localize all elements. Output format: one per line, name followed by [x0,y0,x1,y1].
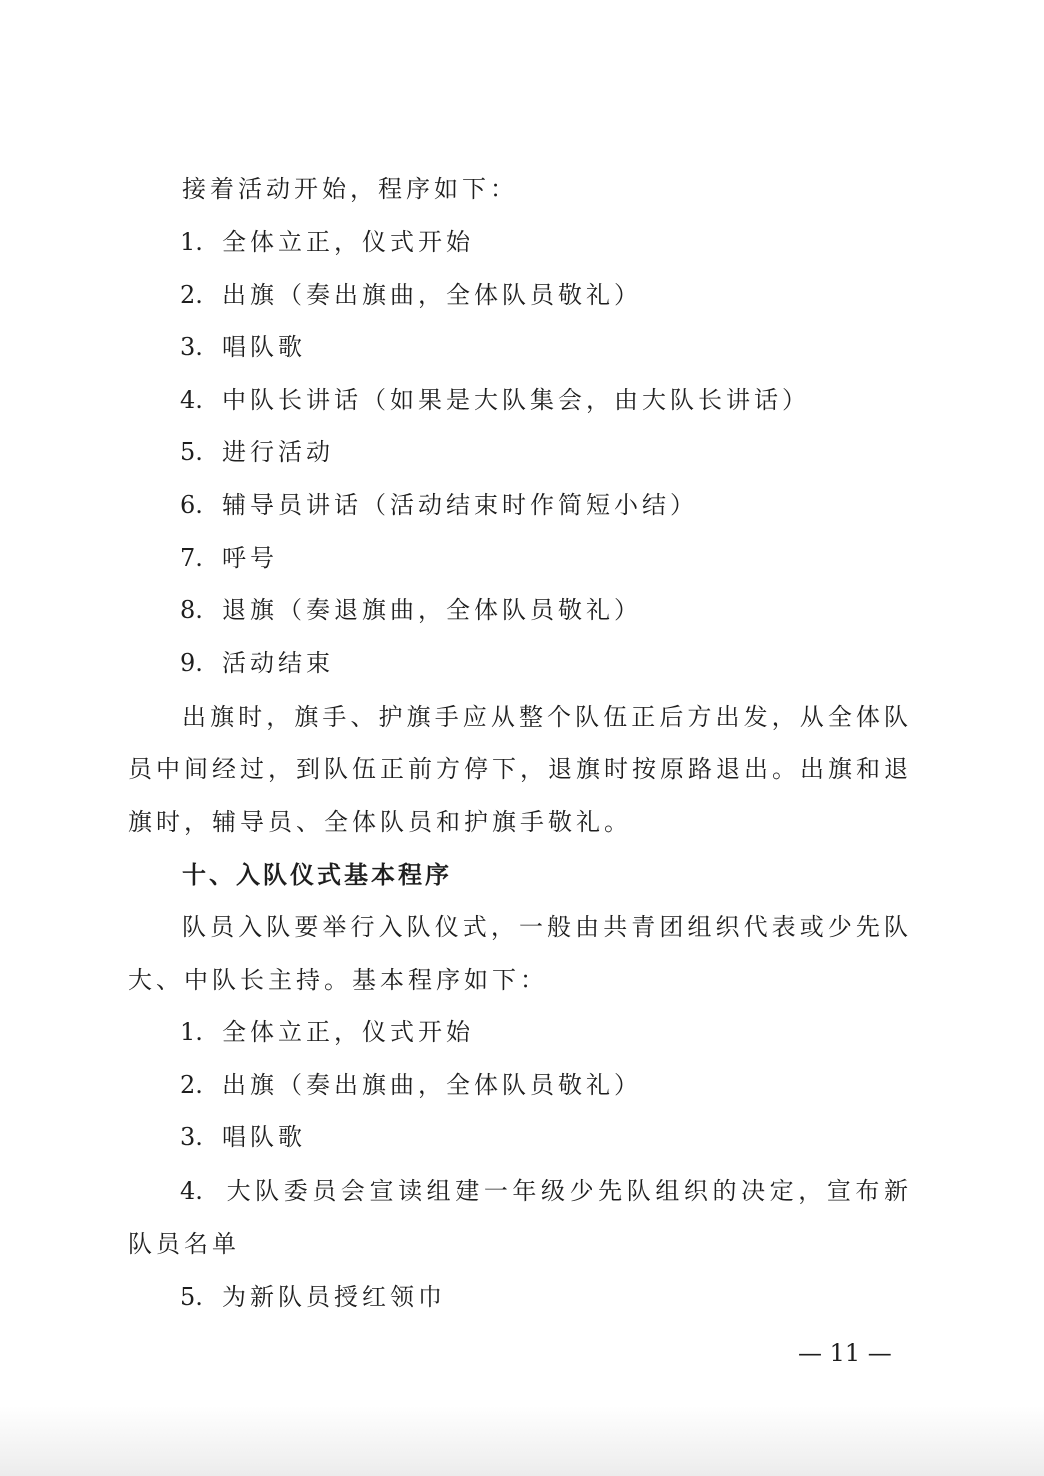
list-item-number: 3. [180,333,203,362]
paragraph-line: 旗时，辅导员、全体队员和护旗手敬礼。 [128,808,632,836]
list-item [180,1280,446,1314]
intro-text: 接着活动开始，程序如下： [182,175,518,203]
list-item-text: 进行活动 [222,438,334,467]
list-item [180,593,810,646]
list-item-text: 出旗（奏出旗曲，全体队员敬礼） [222,280,642,309]
activity-steps-list [180,225,810,698]
list-item [180,1174,908,1208]
list-item-text: 出旗（奏出旗曲，全体队员敬礼） [222,1070,642,1099]
paragraph-line: 员中间经过，到队伍正前方停下，退旗时按原路退出。出旗和退 [128,755,908,783]
list-item-number: 6. [180,490,203,519]
list-item [180,383,810,436]
paragraph-line: 队员入队要举行入队仪式，一般由共青团组织代表或少先队 [182,913,908,941]
list-item-number: 1. [180,1018,203,1046]
induction-steps-list [180,1015,642,1173]
list-item-number: 5. [180,438,203,467]
list-item-text: 全体立正，仪式开始 [222,228,474,256]
list-item-number: 2. [180,1070,203,1099]
list-item [180,435,810,488]
list-item-number: 2. [180,280,203,309]
page-bottom-shadow [0,1406,1044,1476]
list-item [180,488,810,541]
list-item [180,1120,642,1173]
paragraph-line: 出旗时，旗手、护旗手应从整个队伍正后方出发，从全体队 [182,703,908,731]
list-item-number: 4. [180,385,203,414]
list-item-number: 7. [180,543,203,572]
list-item-text: 中队长讲话（如果是大队集会，由大队长讲话） [222,385,810,414]
list-item [180,541,810,594]
page-number: — 11 — [798,1339,892,1367]
list-item [180,1068,642,1121]
list-item-number: 9. [180,648,203,677]
list-item-number: 3. [180,1123,203,1152]
list-item [180,1015,642,1068]
list-item-text: 呼号 [222,543,278,572]
list-item-text: 辅导员讲话（活动结束时作简短小结） [222,490,698,519]
list-item [180,278,810,331]
list-item-text: 唱队歌 [222,1123,306,1152]
list-item-text: 为新队员授红领巾 [222,1283,446,1311]
list-item-text: 活动结束 [222,648,334,677]
list-item-number: 8. [180,596,203,625]
list-item-number: 5. [180,1283,203,1311]
list-item-text: 退旗（奏退旗曲，全体队员敬礼） [222,596,642,625]
list-item-text: 大队委员会宣读组建一年级少先队组织的决定，宣布新 [222,1177,908,1205]
list-item-text: 唱队歌 [222,333,306,362]
list-item-text: 全体立正，仪式开始 [222,1018,474,1046]
paragraph-line: 大、中队长主持。基本程序如下： [128,966,548,994]
section-heading: 十、入队仪式基本程序 [182,861,452,889]
list-item-continuation: 队员名单 [128,1230,240,1258]
list-item-number: 1. [180,228,203,256]
list-item [180,330,810,383]
list-item [180,225,810,278]
list-item [180,646,810,699]
list-item-number: 4. [180,1177,203,1205]
